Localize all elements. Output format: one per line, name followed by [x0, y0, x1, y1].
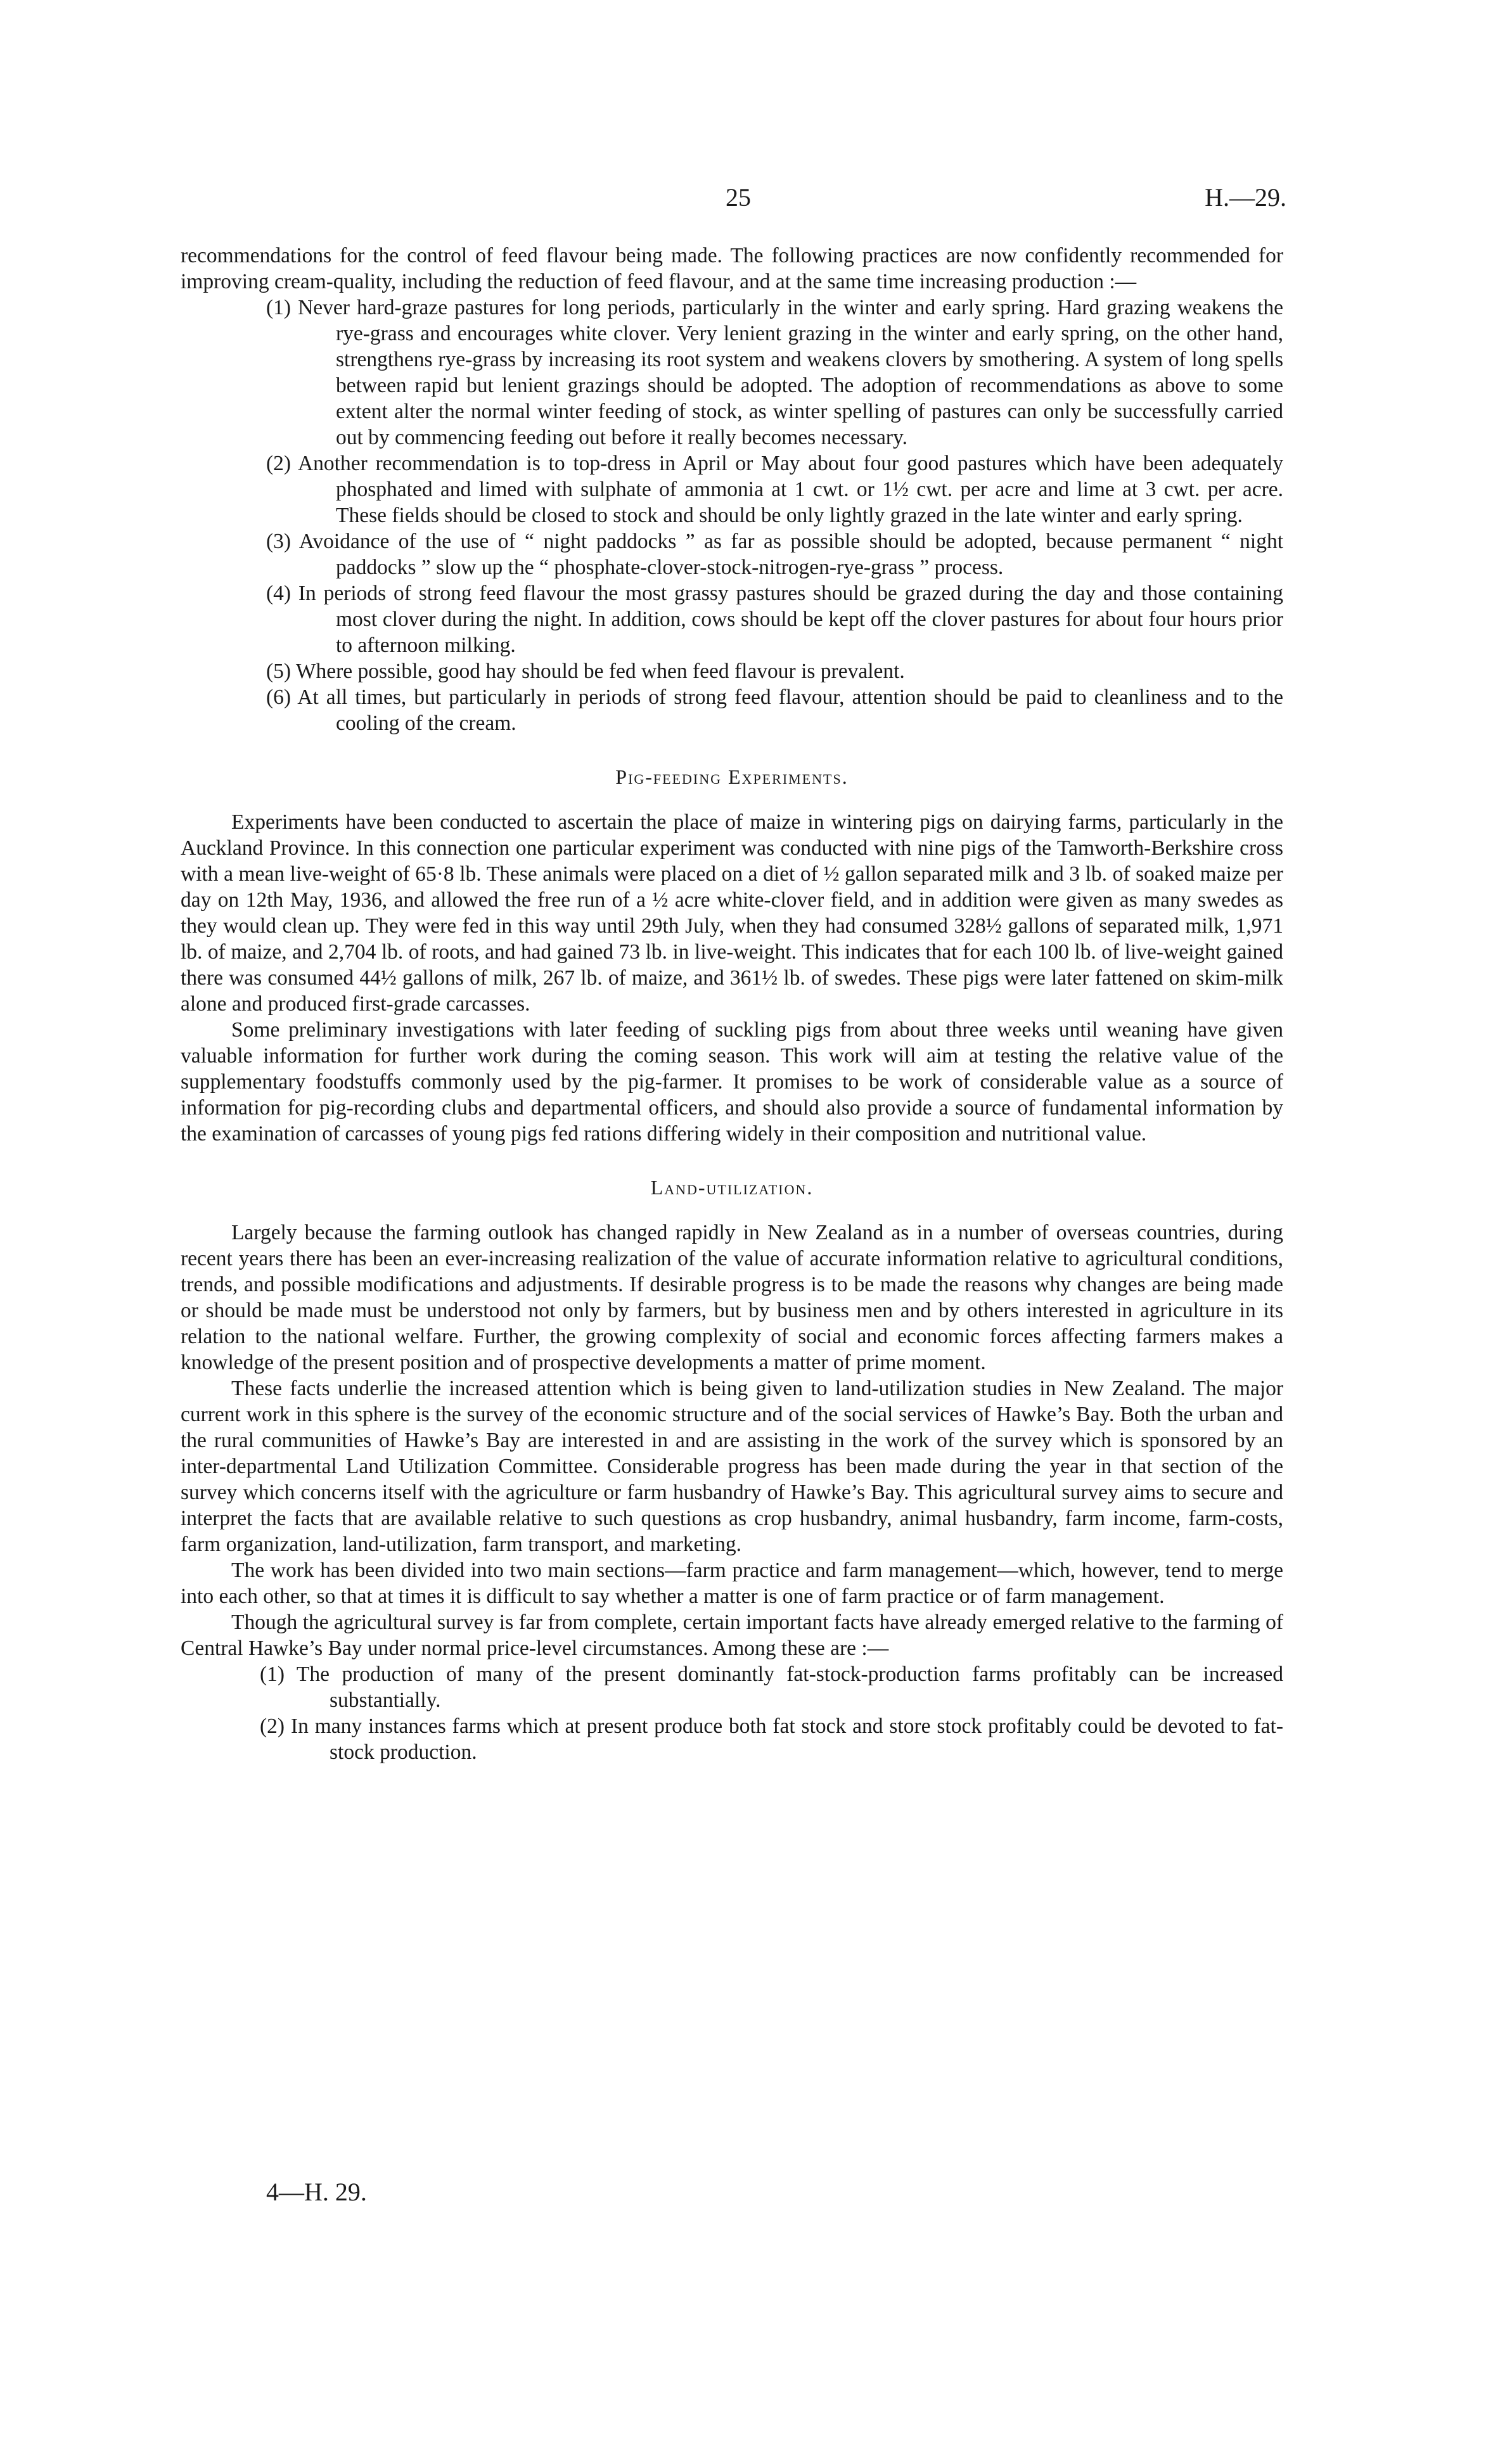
item-text: Avoidance of the use of “ night paddocks ” as far as possible should be adopted, because permanent “ night paddocks ” slow up the “ phosphate-clover-stock-nitrogen-rye-grass ” process.: [298, 530, 1283, 579]
item-number: (1): [266, 296, 292, 319]
item-text: Where possible, good hay should be fed when feed flavour is prevalent.: [295, 660, 905, 683]
item-number: (4): [266, 582, 292, 605]
list-item: [181, 658, 1283, 684]
item-text: At all times, but particularly in periods of strong feed flavour, attention should be paid to cleanliness and to the cooling of the cream.: [297, 686, 1283, 735]
list-item: [181, 528, 1283, 580]
item-text: Never hard-graze pastures for long periods, particularly in the winter and early spring. Hard grazing weakens the rye-grass and encourages white clover. Very lenient grazing in the winter and early spring, on the other hand, strengthens rye-grass by increasing its root system and weakens clovers by smothering. A system of long spells between rapid but lenient grazings should be adopted. The adoption of recommendations as above to some extent alter the normal winter feeding of stock, as winter spelling of pastures can only be successfully carried out by commencing feeding out before it really becomes necessary.: [298, 296, 1283, 449]
item-number: (2): [266, 452, 292, 475]
list-item: [181, 450, 1283, 528]
item-number: (3): [266, 530, 292, 553]
list-item: [181, 1713, 1283, 1765]
item-number: (5): [266, 660, 292, 683]
page-header: [181, 182, 1296, 220]
item-text: In periods of strong feed flavour the most grassy pastures should be grazed during the day and those containing most clover during the night. In addition, cows should be kept off the clover pastures for about four hours prior to afternoon milking.: [298, 582, 1283, 657]
item-text: In many instances farms which at present produce both fat stock and store stock profitably could be devoted to fat-stock production.: [290, 1714, 1284, 1764]
list-item: [181, 1661, 1283, 1713]
item-number: (1): [260, 1663, 285, 1686]
section-heading-land-utilization: Land-utilization.: [650, 1176, 814, 1199]
item-number: (2): [260, 1714, 285, 1738]
list-item: [181, 580, 1283, 658]
body-paragraph: Some preliminary investigations with later feeding of suckling pigs from about three weeks until weaning have given valuable information for further work during the coming season. This work will aim at testing the relative value of the supplementary foodstuffs commonly used by the pig-farmer. It promises to be work of considerable value as a source of information for pig-recording clubs and departmental officers, and should also provide a source of fundamental information by the examination of carcasses of young pigs fed rations differing widely in their composition and nutritional value.: [181, 1018, 1283, 1146]
item-text: Another recommendation is to top-dress in April or May about four good pastures which have been adequately phosphated and limed with sulphate of ammonia at 1 cwt. or 1½ cwt. per acre and lime at 3 cwt. per acre. These fields should be closed to stock and should be only lightly grazed in the late winter and early spring.: [297, 452, 1283, 527]
signature-mark: 4—H. 29.: [266, 2178, 367, 2206]
body-paragraph: Though the agricultural survey is far from complete, certain important facts have already emerged relative to the farming of Central Hawke’s Bay under normal price-level circumstances. Among these are :—: [181, 1611, 1283, 1660]
feed-practices-list: [181, 295, 1283, 736]
item-number: (6): [266, 686, 292, 709]
page-content: [181, 243, 1283, 1765]
section-heading-pig-feeding: Pig-feeding Experiments.: [615, 765, 849, 788]
body-paragraph: Largely because the farming outlook has changed rapidly in New Zealand as in a number of overseas countries, during recent years there has been an ever-increasing realization of the value of accurate information relative to agricultural conditions, trends, and possible modifications and adjustments. If desirable progress is to be made the reasons why changes are being made or should be made must be understood not only by farmers, but by business men and by others interested in agriculture in its relation to the national welfare. Further, the growing complexity of social and economic forces affecting farmers makes a knowledge of the present position and of prospective developments a matter of prime moment.: [181, 1221, 1283, 1374]
body-paragraph: Experiments have been conducted to ascertain the place of maize in wintering pigs on dairying farms, particularly in the Auckland Province. In this connection one particular experiment was conducted with nine pigs of the Tamworth-Berkshire cross with a mean live-weight of 65·8 lb. These animals were placed on a diet of ½ gallon separated milk and 3 lb. of soaked maize per day on 12th May, 1936, and allowed the free run of a ½ acre white-clover field, and in addition were given as many swedes as they would clean up. They were fed in this way until 29th July, when they had consumed 328½ gallons of separated milk, 1,971 lb. of maize, and 2,704 lb. of roots, and had gained 73 lb. in live-weight. This indicates that for each 100 lb. of live-weight gained there was consumed 44½ gallons of milk, 267 lb. of maize, and 361½ lb. of swedes. These pigs were later fattened on skim-milk alone and produced first-grade carcasses.: [181, 810, 1283, 1016]
body-paragraph: The work has been divided into two main sections—farm practice and farm management—which, however, tend to merge into each other, so that at times it is difficult to say whether a matter is one of farm practice or of farm management.: [181, 1559, 1283, 1608]
intro-paragraph: recommendations for the control of feed flavour being made. The following practices are now confidently recommended for improving cream-quality, including the reduction of feed flavour, and at the same time increasing production :—: [181, 244, 1283, 293]
body-paragraph: These facts underlie the increased attention which is being given to land-utilization studies in New Zealand. The major current work in this sphere is the survey of the economic structure and of the social services of Hawke’s Bay. Both the urban and the rural communities of Hawke’s Bay are interested in and are assisting in the work of the survey which is sponsored by an inter-departmental Land Utilization Committee. Considerable progress has been made during the year in that section of the survey which concerns itself with the agriculture or farm husbandry of Hawke’s Bay. This agricultural survey aims to secure and interpret the facts that are available relative to such questions as crop husbandry, animal husbandry, farm income, farm-costs, farm organization, land-utilization, farm transport, and marketing.: [181, 1377, 1283, 1556]
item-text: The production of many of the present dominantly fat-stock-production farms profitably can be increased substantially.: [296, 1663, 1283, 1712]
survey-facts-list: [181, 1661, 1283, 1765]
list-item: [181, 684, 1283, 736]
list-item: [181, 295, 1283, 450]
page-number: 25: [726, 183, 751, 212]
document-reference: H.—29.: [1205, 183, 1286, 212]
